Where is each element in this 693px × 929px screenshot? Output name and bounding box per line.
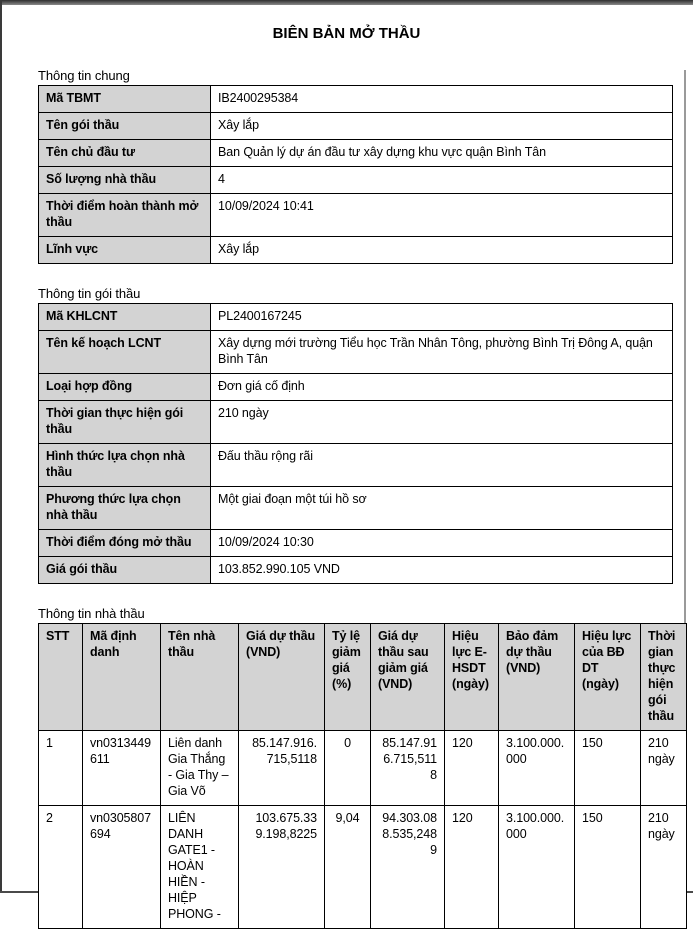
row-value: Một giai đoạn một túi hồ sơ [211,487,673,530]
table-row [39,444,673,487]
row-label: Giá gói thầu [39,557,211,584]
column-header: Tên nhà thầu [161,624,239,731]
row-value: Đấu thầu rộng rãi [211,444,673,487]
table-cell: vn0305807694 [83,806,161,929]
row-label: Thời điểm đóng mở thầu [39,530,211,557]
row-value: 210 ngày [211,401,673,444]
table-cell: 0 [325,731,371,806]
table-header-row [39,624,687,731]
package-info-table [38,303,673,584]
table-cell: 3.100.000.000 [499,731,575,806]
row-label: Tên kế hoạch LCNT [39,331,211,374]
table-cell: 120 [445,731,499,806]
section-heading-bidder-info: Thông tin nhà thầu [38,606,145,621]
bidder-table [38,623,687,929]
column-header: Bảo đảm dự thầu (VND) [499,624,575,731]
table-cell: 1 [39,731,83,806]
table-cell: 9,04 [325,806,371,929]
table-row [39,487,673,530]
table-row [39,557,673,584]
table-cell: vn0313449611 [83,731,161,806]
table-row [39,731,687,806]
row-value: 4 [211,167,673,194]
table-row [39,194,673,237]
table-cell: 103.675.339.198,8225 [239,806,325,929]
row-value: PL2400167245 [211,304,673,331]
row-label: Loại hợp đồng [39,374,211,401]
section-heading-package-info: Thông tin gói thầu [38,286,141,301]
table-cell: Liên danh Gia Thắng - Gia Thy – Gia Võ [161,731,239,806]
row-value: 103.852.990.105 VND [211,557,673,584]
table-cell: 150 [575,806,641,929]
column-header: Giá dự thầu (VND) [239,624,325,731]
table-row [39,140,673,167]
table-cell: 150 [575,731,641,806]
table-cell: 120 [445,806,499,929]
row-value: Đơn giá cố định [211,374,673,401]
table-row [39,167,673,194]
column-header: STT [39,624,83,731]
table-cell: LIÊN DANH GATE1 - HOÀN HIỀN - HIỆP PHONG - [161,806,239,929]
row-label: Thời điểm hoàn thành mở thầu [39,194,211,237]
row-label: Tên gói thầu [39,113,211,140]
table-row [39,113,673,140]
table-row [39,331,673,374]
row-label: Số lượng nhà thầu [39,167,211,194]
column-header: Hiệu lực E-HSDT (ngày) [445,624,499,731]
row-value: Ban Quản lý dự án đầu tư xây dựng khu vực quận Bình Tân [211,140,673,167]
table-cell: 210 ngày [641,806,687,929]
row-value: Xây lắp [211,237,673,264]
column-header: Tỷ lệ giảm giá (%) [325,624,371,731]
row-label: Tên chủ đầu tư [39,140,211,167]
row-value: Xây lắp [211,113,673,140]
table-cell: 3.100.000.000 [499,806,575,929]
table-row [39,806,687,929]
table-cell: 94.303.088.535,2489 [371,806,445,929]
general-info-table [38,85,673,264]
column-header: Mã định danh [83,624,161,731]
row-value: Xây dựng mới trường Tiểu học Trần Nhân Tông, phường Bình Trị Đông A, quận Bình Tân [211,331,673,374]
document-page [0,5,693,929]
table-cell: 85.147.916.715,5118 [371,731,445,806]
row-label: Thời gian thực hiện gói thầu [39,401,211,444]
row-label: Lĩnh vực [39,237,211,264]
table-row [39,374,673,401]
row-value: 10/09/2024 10:30 [211,530,673,557]
table-cell: 85.147.916.715,5118 [239,731,325,806]
table-row [39,237,673,264]
row-label: Mã TBMT [39,86,211,113]
table-row [39,86,673,113]
table-cell: 2 [39,806,83,929]
column-header: Hiệu lực của BĐ DT (ngày) [575,624,641,731]
column-header: Giá dự thầu sau giảm giá (VND) [371,624,445,731]
column-header: Thời gian thực hiện gói thầu [641,624,687,731]
table-row [39,304,673,331]
section-heading-general-info: Thông tin chung [38,68,130,83]
table-cell: 210 ngày [641,731,687,806]
row-value: 10/09/2024 10:41 [211,194,673,237]
row-label: Phương thức lựa chọn nhà thầu [39,487,211,530]
row-label: Mã KHLCNT [39,304,211,331]
table-row [39,530,673,557]
document-title: BIÊN BẢN MỞ THẦU [272,25,421,42]
row-label: Hình thức lựa chọn nhà thầu [39,444,211,487]
row-value: IB2400295384 [211,86,673,113]
table-row [39,401,673,444]
